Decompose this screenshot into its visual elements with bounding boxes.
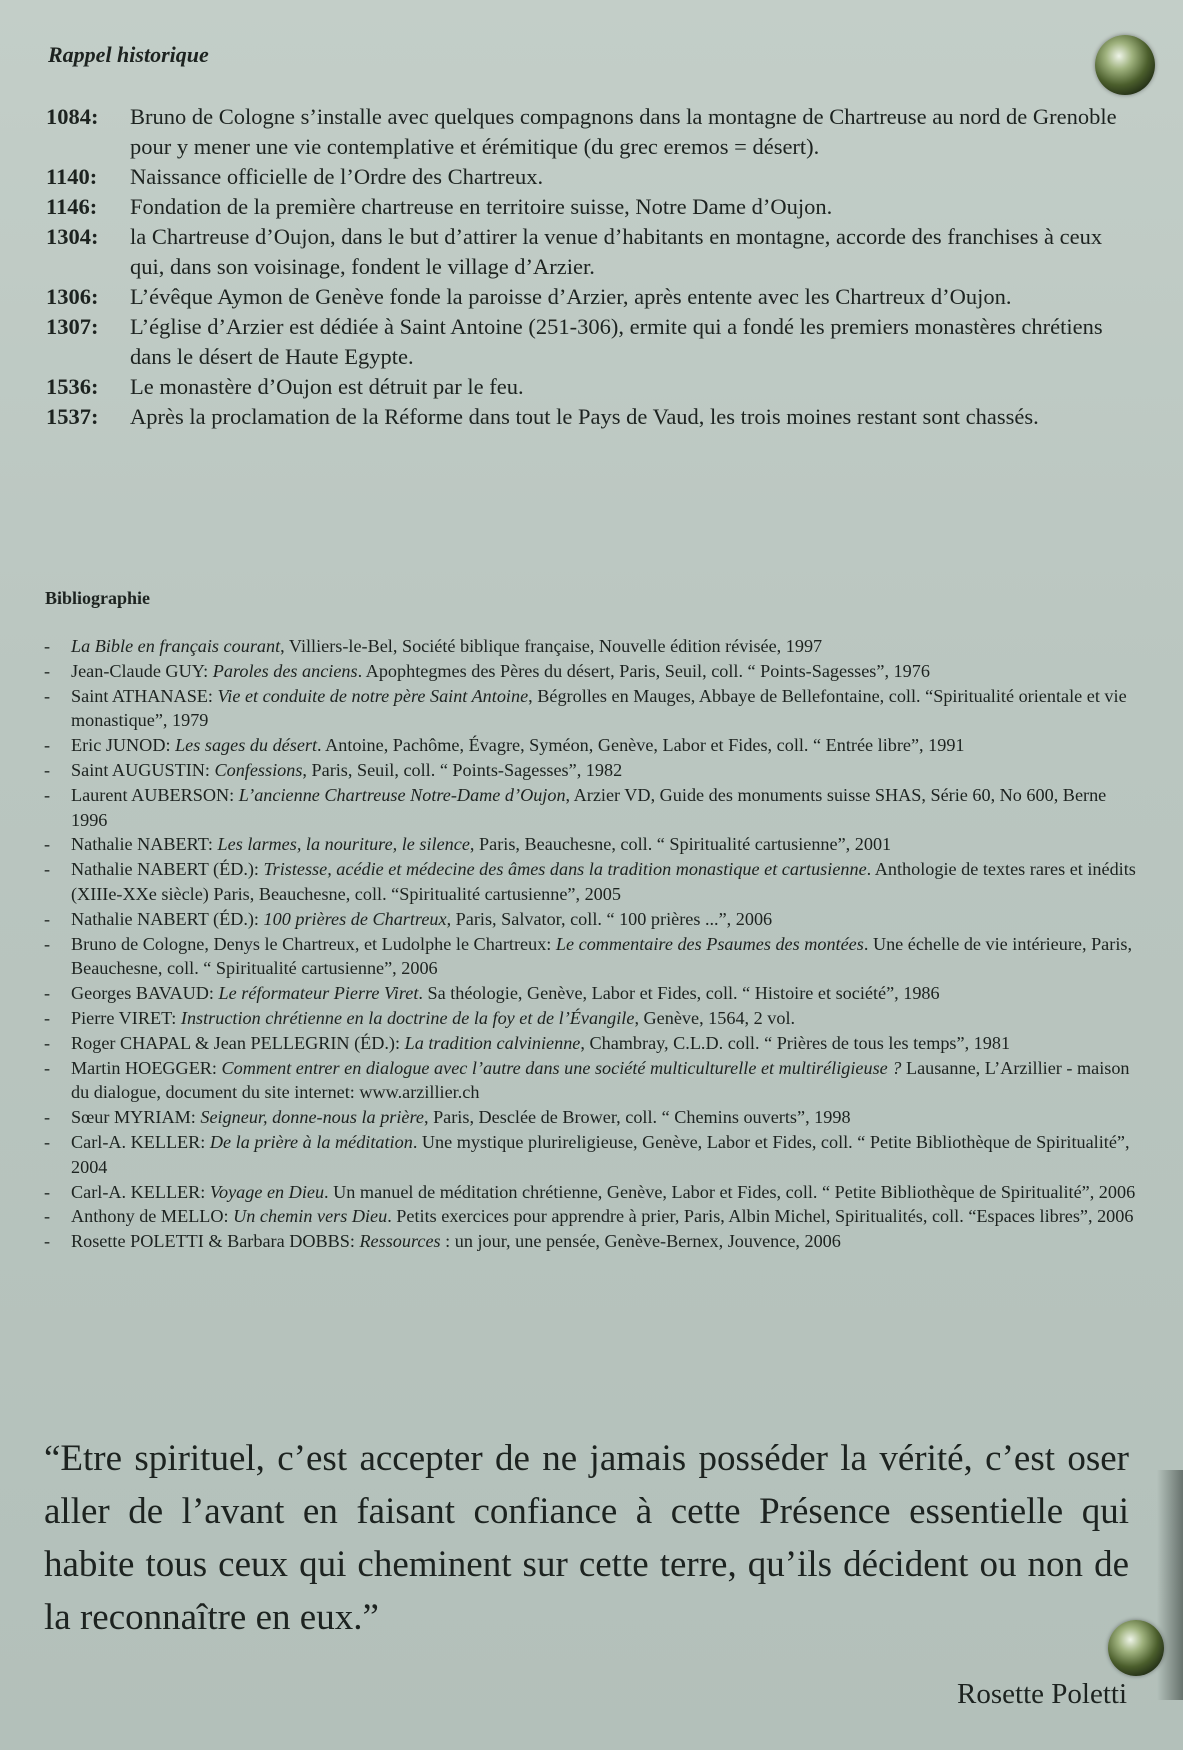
history-year: 1307:	[46, 314, 99, 339]
bullet-dash: -	[44, 685, 51, 706]
bibliography-entry	[71, 783, 1144, 833]
bullet-dash: -	[44, 933, 51, 954]
history-year: 1084:	[46, 104, 99, 129]
bibliography-work-title: Les sages du désert	[175, 735, 318, 756]
bibliography-entry	[71, 907, 1144, 932]
bibliography-entry	[71, 1056, 1144, 1106]
bibliography-author: Anthony de MELLO:	[71, 1206, 234, 1227]
bibliography-entry	[71, 1006, 1144, 1031]
history-timeline	[46, 102, 1136, 432]
bibliography-author: Jean-Claude GUY:	[71, 660, 213, 681]
history-entry	[46, 312, 1136, 372]
bibliography-entry	[71, 634, 1144, 659]
history-entry	[46, 372, 1136, 402]
bibliography-item	[44, 1006, 1144, 1031]
history-year: 1537:	[46, 404, 99, 429]
bibliography-entry	[71, 932, 1144, 982]
bibliography-details: , Villiers-le-Bel, Société biblique française, Nouvelle édition révisée, 1997	[280, 636, 823, 656]
bullet-dash: -	[44, 834, 51, 855]
bibliography-details: , Genève, 1564, 2 vol.	[634, 1007, 796, 1028]
bullet-dash: -	[44, 1231, 51, 1252]
bibliography-work-title: Voyage en Dieu	[209, 1181, 325, 1202]
bibliography-list	[44, 634, 1144, 1254]
bibliography-author: Nathalie NABERT (ÉD.):	[71, 908, 264, 929]
bibliography-work-title: L’ancienne Chartreuse Notre-Dame d’Oujon	[238, 784, 566, 805]
bibliography-author: Sœur MYRIAM:	[71, 1107, 201, 1128]
bullet-dash: -	[44, 983, 51, 1004]
bibliography-entry	[71, 733, 1144, 758]
bibliography-entry	[71, 659, 1144, 684]
bibliography-author: Rosette POLETTI & Barbara DOBBS:	[71, 1231, 360, 1252]
bibliography-author: Martin HOEGGER:	[71, 1057, 222, 1078]
bibliography-entry	[71, 981, 1144, 1006]
bullet-dash: -	[44, 908, 51, 929]
bibliography-work-title: Le commentaire des Psaumes des montées	[555, 933, 864, 954]
bibliography-work-title: Tristesse, acédie et médecine des âmes dans la tradition monastique et cartusienne	[263, 859, 867, 880]
bibliography-details: , Bégrolles en Mauges, Abbaye de Bellefontaine, coll. “Spiritualité orientale et vie monastique”, 1979	[71, 685, 1127, 731]
bibliography-item	[44, 659, 1144, 684]
bibliography-details: , Paris, Salvator, coll. “ 100 prières ...”, 2006	[446, 908, 773, 929]
bullet-dash: -	[44, 1131, 51, 1152]
bibliography-title: Bibliographie	[45, 588, 151, 608]
history-entry	[46, 102, 1136, 162]
bullet-dash: -	[44, 1032, 51, 1053]
history-text: L’évêque Aymon de Genève fonde la paroisse d’Arzier, après entente avec les Chartreux d’Oujon.	[130, 284, 1012, 309]
history-text: Fondation de la première chartreuse en territoire suisse, Notre Dame d’Oujon.	[130, 194, 833, 219]
bibliography-item	[44, 832, 1144, 857]
bibliography-item	[44, 684, 1144, 734]
bibliography-item	[44, 907, 1144, 932]
bullet-dash: -	[44, 1181, 51, 1202]
history-year: 1146:	[46, 194, 98, 219]
bullet-dash: -	[44, 1057, 51, 1078]
bibliography-author: Nathalie NABERT:	[71, 834, 218, 855]
history-entry	[46, 402, 1136, 432]
bibliography-author: Saint ATHANASE:	[71, 685, 218, 706]
bibliography-details: Lausanne, L’Arzillier - maison du dialogue, document du site internet: www.arzillier.ch	[71, 1057, 1130, 1103]
bibliography-details: . Une échelle de vie intérieure, Paris, Beauchesne, coll. “ Spiritualité cartusienne”, 2006	[71, 933, 1132, 979]
bullet-dash: -	[44, 784, 51, 805]
bibliography-item	[44, 1229, 1144, 1254]
bullet-dash: -	[44, 660, 51, 681]
bibliography-work-title: Seigneur, donne-nous la prière	[200, 1107, 424, 1128]
bibliography-item	[44, 783, 1144, 833]
bibliography-work-title: Paroles des anciens	[212, 660, 358, 681]
bibliography-entry	[71, 1031, 1144, 1056]
bibliography-author: Pierre VIRET:	[71, 1007, 181, 1028]
bibliography-work-title: Vie et conduite de notre père Saint Antoine	[217, 685, 529, 706]
history-text: Bruno de Cologne s’installe avec quelques compagnons dans la montagne de Chartreuse au nord de Grenoble pour y mener une vie contemplative et érémitique (du grec eremos = désert).	[130, 104, 1117, 159]
bibliography-work-title: Confessions	[214, 759, 303, 780]
history-year: 1536:	[46, 374, 99, 399]
bibliography-entry	[71, 1180, 1144, 1205]
bibliography-entry	[71, 1229, 1144, 1254]
bibliography-details: , Chambray, C.L.D. coll. “ Prières de tous les temps”, 1981	[580, 1032, 1011, 1053]
bibliography-author: Carl-A. KELLER:	[71, 1181, 210, 1202]
history-text: Le monastère d’Oujon est détruit par le feu.	[130, 374, 524, 399]
bibliography-work-title: Le réformateur Pierre Viret	[218, 983, 419, 1004]
history-text: la Chartreuse d’Oujon, dans le but d’attirer la venue d’habitants en montagne, accorde des franchises à ceux qui, dans son voisinage, fondent le village d’Arzier.	[130, 224, 1103, 279]
history-entry	[46, 282, 1136, 312]
bibliography-author: Georges BAVAUD:	[71, 983, 219, 1004]
bibliography-item	[44, 1056, 1144, 1106]
bibliography-work-title: De la prière à la méditation	[209, 1131, 413, 1152]
bibliography-author: Nathalie NABERT (ÉD.):	[71, 859, 264, 880]
history-entry	[46, 222, 1136, 282]
screw-icon	[1095, 35, 1155, 95]
bibliography-work-title: Comment entrer en dialogue avec l’autre dans une société multiculturelle et multiréligieuse ?	[221, 1057, 902, 1078]
bibliography-item	[44, 634, 1144, 659]
bullet-dash: -	[44, 636, 51, 656]
bibliography-work-title: Les larmes, la nouriture, le silence	[217, 834, 470, 855]
bibliography-item	[44, 1105, 1144, 1130]
bibliography-details: . Antoine, Pachôme, Évagre, Syméon, Genève, Labor et Fides, coll. “ Entrée libre”, 1991	[317, 735, 965, 756]
bibliography-item	[44, 758, 1144, 783]
bibliography-author: Eric JUNOD:	[71, 735, 176, 756]
bibliography-author: Carl-A. KELLER:	[71, 1131, 210, 1152]
bibliography-item	[44, 1204, 1144, 1229]
bullet-dash: -	[44, 1206, 51, 1227]
bibliography-details: : un jour, une pensée, Genève-Bernex, Jouvence, 2006	[440, 1231, 841, 1252]
bibliography-item	[44, 857, 1144, 907]
bibliography-details: , Paris, Beauchesne, coll. “ Spiritualité cartusienne”, 2001	[469, 834, 892, 855]
bibliography-entry	[71, 1130, 1144, 1180]
bibliography-work-title: Un chemin vers Dieu	[233, 1206, 388, 1227]
history-title: Rappel historique	[48, 42, 209, 67]
quote-author: Rosette Poletti	[957, 1678, 1127, 1710]
bibliography-details: . Anthologie de textes rares et inédits (XIIIe-XXe siècle) Paris, Beauchesne, coll. “Spiritualité cartusienne”, 2005	[71, 859, 1136, 904]
bibliography-work-title: La tradition calvinienne	[404, 1032, 581, 1053]
bibliography-work-title: Ressources	[359, 1231, 441, 1252]
bibliography-details: . Sa théologie, Genève, Labor et Fides, coll. “ Histoire et société”, 1986	[418, 983, 940, 1004]
bibliography-details: . Un manuel de méditation chrétienne, Genève, Labor et Fides, coll. “ Petite Bibliothèque de Spiritualité”, 2006	[324, 1181, 1136, 1202]
history-text: Après la proclamation de la Réforme dans tout le Pays de Vaud, les trois moines restant sont chassés.	[130, 404, 1039, 429]
history-text: Naissance officielle de l’Ordre des Chartreux.	[130, 164, 544, 189]
bibliography-author: Laurent AUBERSON:	[71, 784, 239, 805]
bibliography-work-title: 100 prières de Chartreux	[263, 908, 447, 929]
bullet-dash: -	[44, 1107, 51, 1128]
bibliography-details: , Paris, Seuil, coll. “ Points-Sagesses”, 1982	[302, 759, 623, 780]
history-year: 1304:	[46, 224, 99, 249]
bibliography-item	[44, 1180, 1144, 1205]
quote-text: “Etre spirituel, c’est accepter de ne jamais posséder la vérité, c’est oser aller de l’avant en faisant confiance à cette Présence essentielle qui habite tous ceux qui cheminent sur cette terre, qu’ils décident ou non de la reconnaître en eux.”	[44, 1438, 1129, 1638]
bibliography-details: . Une mystique plurireligieuse, Genève, Labor et Fides, coll. “ Petite Bibliothèque de Spiritualité”, 2004	[71, 1131, 1130, 1177]
bibliography-entry	[71, 832, 1144, 857]
bibliography-work-title: La Bible en français courant	[71, 636, 281, 656]
bibliography-item	[44, 1031, 1144, 1056]
bullet-dash: -	[44, 759, 51, 780]
bibliography-details: . Petits exercices pour apprendre à prier, Paris, Albin Michel, Spiritualités, coll. “Espaces libres”, 2006	[387, 1206, 1134, 1227]
history-text: L’église d’Arzier est dédiée à Saint Antoine (251-306), ermite qui a fondé les premiers monastères chrétiens dans le désert de Haute Egypte.	[130, 314, 1103, 369]
bibliography-author: Saint AUGUSTIN:	[71, 759, 215, 780]
bullet-dash: -	[44, 859, 51, 880]
bibliography-item	[44, 1130, 1144, 1180]
edge-shadow	[1157, 1470, 1183, 1700]
bibliography-entry	[71, 857, 1144, 907]
bibliography-entry	[71, 684, 1144, 734]
bibliography-work-title: Instruction chrétienne en la doctrine de la foy et de l’Évangile	[180, 1007, 635, 1028]
bibliography-item	[44, 932, 1144, 982]
bibliography-entry	[71, 1105, 1144, 1130]
history-year: 1306:	[46, 284, 99, 309]
bibliography-entry	[71, 758, 1144, 783]
bullet-dash: -	[44, 1007, 51, 1028]
history-entry	[46, 162, 1136, 192]
bullet-dash: -	[44, 735, 51, 756]
bibliography-details: , Arzier VD, Guide des monuments suisse SHAS, Série 60, No 600, Berne 1996	[71, 784, 1107, 830]
bibliography-item	[44, 981, 1144, 1006]
bibliography-author: Roger CHAPAL & Jean PELLEGRIN (ÉD.):	[71, 1032, 405, 1053]
history-entry	[46, 192, 1136, 222]
bibliography-author: Bruno de Cologne, Denys le Chartreux, et Ludolphe le Chartreux:	[71, 933, 556, 954]
bibliography-item	[44, 733, 1144, 758]
history-year: 1140:	[46, 164, 98, 189]
bibliography-entry	[71, 1204, 1144, 1229]
bibliography-details: . Apophtegmes des Pères du désert, Paris, Seuil, coll. “ Points-Sagesses”, 1976	[357, 660, 930, 681]
bibliography-details: , Paris, Desclée de Brower, coll. “ Chemins ouverts”, 1998	[423, 1107, 851, 1128]
